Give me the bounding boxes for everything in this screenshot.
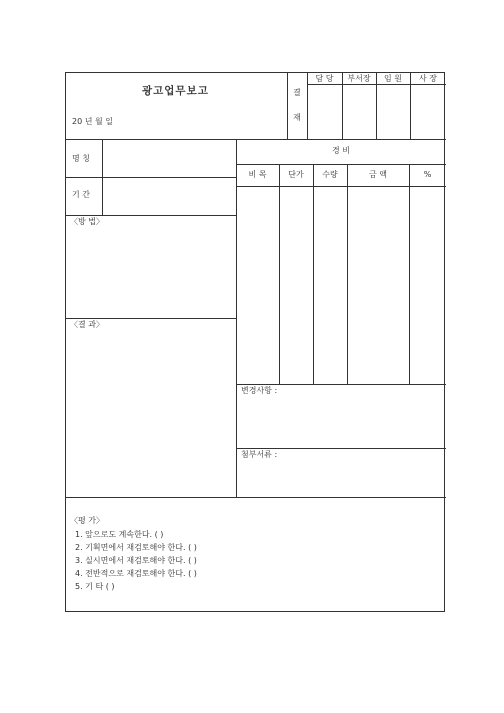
- expense-col-line: [279, 164, 280, 384]
- form-title: 광고업무보고: [142, 85, 209, 97]
- evaluation-top-line: [66, 497, 446, 498]
- evaluation-item: 3. 실시면에서 재검토해야 한다. ( ): [75, 556, 197, 565]
- expense-title-line: [236, 164, 446, 165]
- result-label: 〈결 과〉: [70, 320, 104, 329]
- evaluation-item: 4. 전반적으로 재검토해야 한다. ( ): [75, 569, 197, 578]
- approval-col-executive: 임 원: [384, 74, 402, 83]
- expense-header-line: [236, 186, 446, 187]
- expense-table-bottom-line: [236, 384, 446, 385]
- ad-work-report-form: [65, 72, 445, 612]
- attach-label: 첨부서류 :: [241, 450, 278, 459]
- date-line: 20 년 월 일: [72, 117, 113, 126]
- expense-col-percent: %: [423, 170, 432, 179]
- expense-col-amount: 금 액: [369, 170, 387, 179]
- approval-col-dept-head: 부서장: [347, 74, 371, 83]
- expense-title: 경 비: [332, 146, 350, 155]
- evaluation-item: 2. 기획면에서 재검토해야 한다. ( ): [75, 543, 197, 552]
- approval-col-president: 사 장: [419, 74, 437, 83]
- header-bottom-line: [66, 139, 446, 140]
- approval-label-bottom: 재: [293, 113, 301, 122]
- period-label: 기 간: [72, 190, 90, 199]
- expense-col-quantity: 수량: [322, 170, 338, 179]
- evaluation-item: 5. 기 타 ( ): [75, 582, 115, 591]
- header-divider: [287, 73, 288, 139]
- expense-col-line: [313, 164, 314, 384]
- change-label: 변경사항 :: [241, 386, 278, 395]
- evaluation-label: 〈평 가〉: [70, 516, 104, 525]
- method-label: 〈방 법〉: [70, 217, 104, 226]
- expense-col-line: [347, 164, 348, 384]
- expense-col-unit-price: 단가: [288, 170, 304, 179]
- evaluation-item: 1. 앞으로도 계속한다. ( ): [75, 530, 164, 539]
- approval-label-top: 결: [293, 88, 301, 97]
- name-row-line: [66, 177, 236, 178]
- approval-col-manager: 담 당: [315, 74, 334, 83]
- expense-col-item: 비 목: [248, 170, 267, 179]
- change-bottom-line: [236, 448, 446, 449]
- name-label: 명 칭: [72, 154, 90, 163]
- middle-divider: [236, 139, 237, 497]
- period-row-line: [66, 215, 236, 216]
- method-bottom-line: [66, 318, 236, 319]
- expense-col-line: [409, 164, 410, 384]
